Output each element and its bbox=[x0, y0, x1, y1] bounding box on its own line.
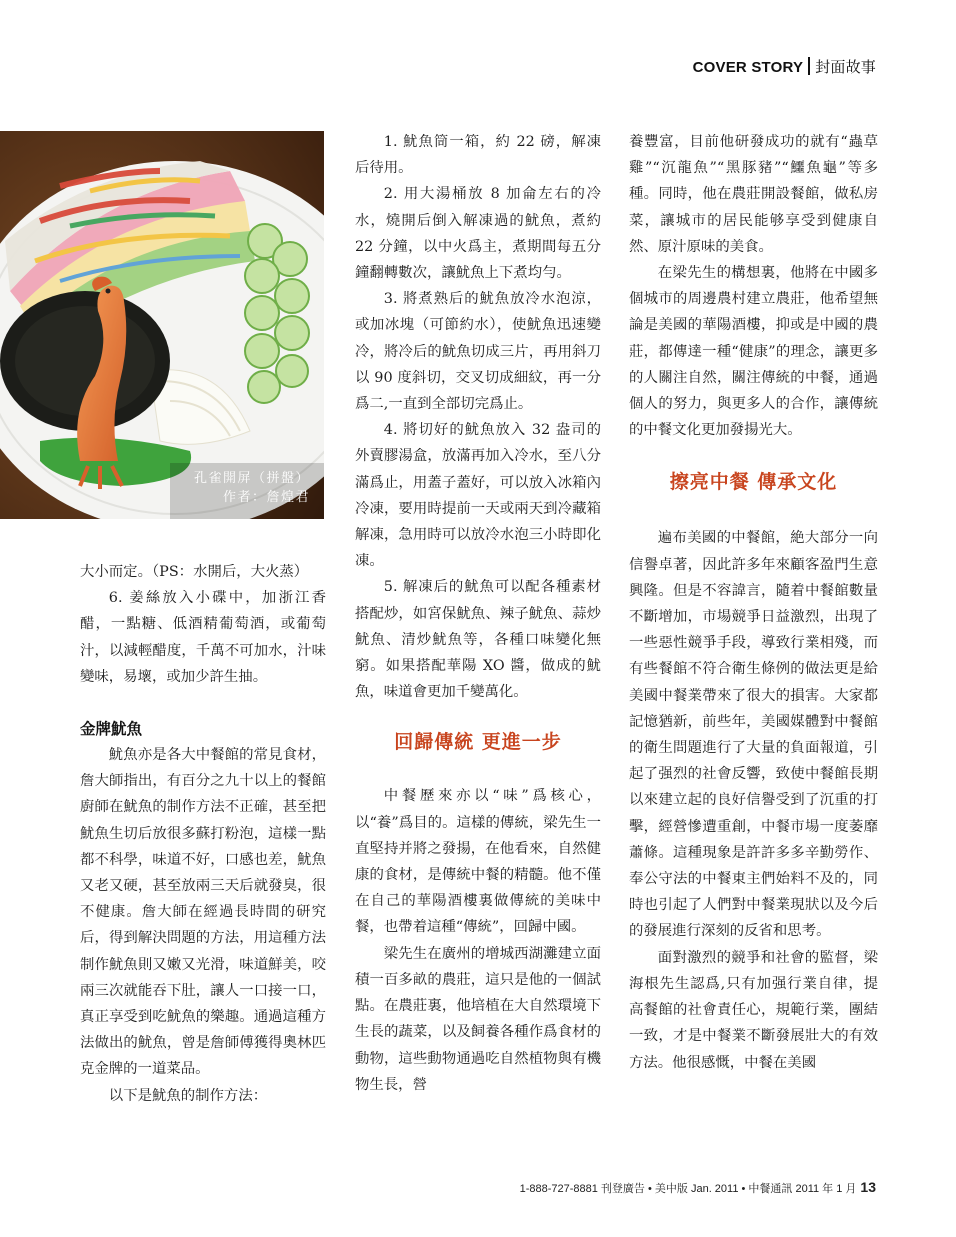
paragraph: 3. 將煮熟后的魷魚放冷水泡涼，或加冰塊（可節約水），使魷魚迅速變冷，將冷后的魷魚切成三片，再用斜刀以 90 度斜切，交叉切成細紋，再一分爲二,一直到全部切完爲止。 bbox=[355, 291, 601, 413]
peacock-platter-photo bbox=[0, 131, 324, 519]
paragraph: 6. 姜絲放入小碟中，加浙江香醋，一點糖、低酒精葡萄酒，或葡萄汁，以減輕醋度，千萬不可加水，汁味變味，易壞，或加少許生抽。 bbox=[80, 590, 326, 685]
paragraph: 2. 用大湯桶放 8 加侖左右的冷水，燒開后倒入解凍過的魷魚，煮約 22 分鐘，以中火爲主，煮期間每五分鐘翻轉數次，讓魷魚上下煮均勻。 bbox=[355, 186, 601, 282]
section-label-en: COVER STORY bbox=[692, 59, 804, 76]
paragraph: 5. 解凍后的魷魚可以配各種素材搭配炒，如宮保魷魚、辣子魷魚、蒜炒魷魚、清炒魷魚等，各種口味變化無窮。如果搭配華陽 XO 醬，做成的魷魚，味道會更加千變萬化。 bbox=[355, 579, 601, 701]
section-heading-squid: 金牌魷魚 bbox=[80, 720, 143, 739]
section-label-zh: 封面故事 bbox=[815, 58, 876, 76]
paragraph: 4. 將切好的魷魚放入 32 盎司的外賣膠湯盒，放滿再加入冷水，至八分滿爲止，用蓋子蓋好，可以放入冰箱內冷凍，要用時提前一天或兩天到冷藏箱解凍，急用時可以放冷水泡三小時即化凍。 bbox=[355, 422, 601, 570]
caption-author: 作者：詹煌君 bbox=[222, 490, 310, 505]
photo-caption bbox=[194, 469, 310, 507]
section-heading-tradition: 回歸傳統 更進一步 bbox=[394, 731, 562, 754]
paragraph: 以下是魷魚的制作方法： bbox=[108, 1087, 268, 1104]
header-divider bbox=[808, 57, 810, 75]
peacock-platter-illustration bbox=[0, 131, 324, 519]
paragraph: 遍布美國的中餐館，絶大部分一向信譽卓著，因此許多年來顧客盈門生意興隆。但是不容諱言，隨着中餐館數量不斷增加，市場競爭日益激烈，出現了一些惡性競爭手段，導致行業相殘，而有些餐館不符合衛生條例的做法更是給美國中餐業帶來了很大的損害。大家都記憶猶新，前些年，美國媒體對中餐館的衛生問題進行了大量的負面報道，引起了强烈的社會反響，致使中餐館長期以來建立起的良好信譽受到了沉重的打擊，經營慘遭重創，中餐市場一度萎靡蕭條。這種現象是許許多多辛勤勞作、奉公守法的中餐東主們始料不及的，同時也引起了人們對中餐業現狀以及今后的發展進行深刻的反省和思考。 bbox=[629, 530, 878, 940]
paragraph: 中餐歷來亦以“味”爲核心，以“養”爲目的。這樣的傳統，梁先生一直堅持并將之發揚，在他看來，自然健康的食材，是傳統中餐的精髓。他不僅在自己的華陽酒樓裏做傳統的美味中餐，也帶着這種“傳統”，回歸中國。 bbox=[355, 788, 601, 936]
paragraph: 大小而定。（PS：水開后，大火蒸） bbox=[80, 564, 309, 580]
text-column-1 bbox=[80, 559, 326, 1109]
footer-text: 1-888-727-8881 刊登廣告 • 美中版 Jan. 2011 • 中餐通訊 2011 年 1 月 bbox=[519, 1183, 857, 1195]
paragraph: 1. 魷魚筒一箱，約 22 磅，解凍后待用。 bbox=[355, 134, 601, 177]
text-column-2 bbox=[355, 129, 601, 1098]
section-heading-culture: 擦亮中餐 傳承文化 bbox=[669, 471, 838, 494]
text-column-3 bbox=[629, 129, 878, 1076]
paragraph: 在梁先生的構想裏，他將在中國多個城市的周邊農村建立農莊，他希望無論是美國的華陽酒樓，抑或是中國的農莊，都傳達一種“健康”的理念，讓更多的人關注自然，關注傳統的中餐，通過個人的努力，與更多人的合作，讓傳統的中餐文化更加發揚光大。 bbox=[629, 265, 878, 439]
paragraph: 面對激烈的競爭和社會的監督，梁海根先生認爲,只有加强行業自律，提高餐館的社會責任心，規範行業，團結一致，才是中餐業不斷發展壯大的有效方法。他很感慨，中餐在美國 bbox=[629, 949, 878, 1071]
paragraph: 養豐富，目前他研發成功的就有“蟲草雞”“沉龍魚”“黑豚豬”“鱷魚龜”等多種。同時，他在農莊開設餐館，做私房菜，讓城市的居民能够享受到健康自然、原汁原味的美食。 bbox=[629, 134, 878, 255]
page-footer bbox=[520, 1179, 876, 1196]
caption-title: 孔雀開屏（拼盤） bbox=[193, 471, 310, 486]
running-header bbox=[693, 56, 876, 77]
paragraph: 梁先生在廣州的增城西湖灘建立面積一百多畝的農莊，這只是他的一個試點。在農莊裏，他培植在大自然環境下生長的蔬菜，以及飼養各種作爲食材的動物，這些動物通過吃自然植物與有機物生長，營 bbox=[355, 945, 601, 1093]
page-number: 13 bbox=[860, 1179, 876, 1195]
paragraph: 魷魚亦是各大中餐館的常見食材，詹大師指出，有百分之九十以上的餐館廚師在魷魚的制作方法不正確，甚至把魷魚生切后放很多蘇打粉泡，這樣一點都不科學，味道不好，口感也差，魷魚又老又硬，甚至放兩三天后就發臭，很不健康。詹大師在經過長時間的研究后，得到解決問題的方法，用這種方法制作魷魚則又嫩又光滑，味道鮮美，咬兩三次就能吞下肚，讓人一口接一口，真正享受到吃魷魚的樂趣。通過這種方法做出的魷魚，曾是詹師傅獲得奧林匹克金牌的一道菜品。 bbox=[80, 747, 326, 1078]
